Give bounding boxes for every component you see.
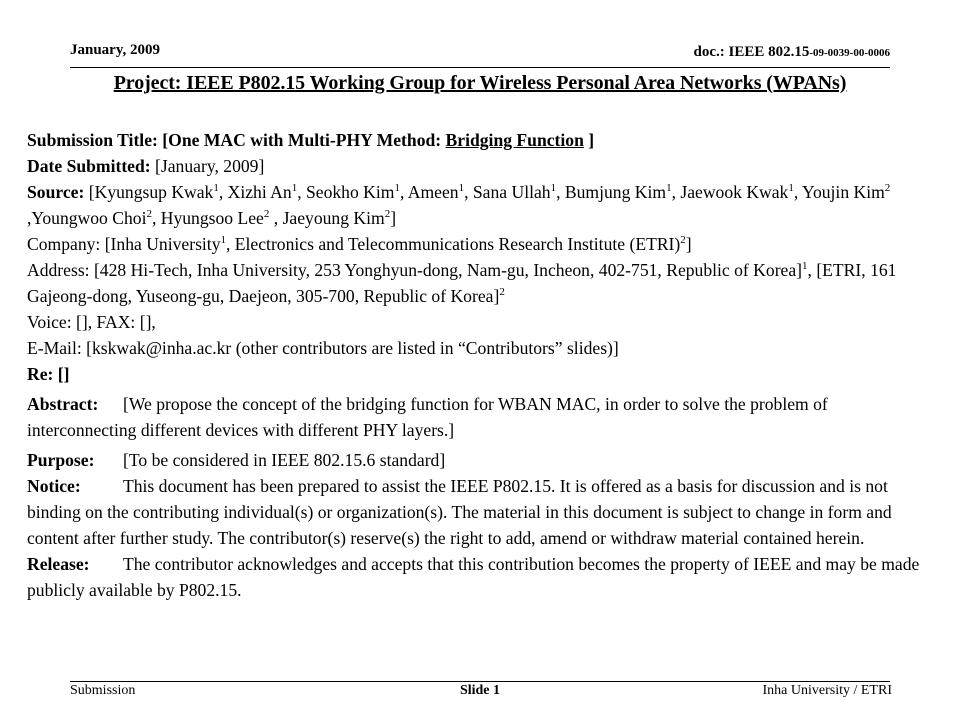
footer-slide-number: Slide 1	[459, 683, 501, 698]
re-line	[27, 361, 927, 387]
author-name: Bumjung Kim	[564, 182, 667, 202]
notice-label: Notice:	[27, 476, 81, 496]
author-name: Xizhi An	[227, 182, 292, 202]
doc-number: -09-0039-00-0006	[809, 47, 890, 59]
notice-line	[27, 473, 927, 551]
doc-prefix: doc.: IEEE 802.15	[693, 44, 810, 60]
author-name: Kyungsup Kwak	[94, 182, 214, 202]
company-close: ]	[685, 234, 692, 254]
author-separator: ,	[793, 182, 802, 202]
source-close: ]	[390, 208, 397, 228]
submission-title-open: [One MAC with Multi-PHY Method:	[162, 130, 446, 150]
footer-organization: Inha University / ETRI	[762, 683, 892, 698]
author-separator: ,	[671, 182, 681, 202]
date-submitted-line	[27, 153, 927, 179]
author-affiliation: 1	[394, 182, 400, 195]
author-affiliation: 2	[263, 208, 270, 221]
address-aff2: 2	[499, 286, 505, 299]
purpose-line	[27, 447, 927, 473]
author-affiliation: 1	[666, 182, 672, 195]
re-value: []	[53, 364, 70, 384]
abstract-value: [We propose the concept of the bridging function for WBAN MAC, in order to solve the problem of interconnecting different devices with different PHY layers.]	[27, 394, 828, 440]
author-affiliation: 1	[213, 182, 219, 195]
author-separator: ,	[464, 182, 473, 202]
author-separator: ,	[218, 182, 228, 202]
author-name: Jaeyoung Kim	[282, 208, 385, 228]
company-mid: , Electronics and Telecommunications Research Institute (ETRI)	[226, 234, 681, 254]
abstract-label: Abstract:	[27, 394, 99, 414]
author-name: Youngwoo Choi	[31, 208, 147, 228]
author-name: Seokho Kim	[305, 182, 395, 202]
submission-title-label: Submission Title:	[27, 130, 158, 150]
address-pre: Address: [428 Hi-Tech, Inha University, 253 Yonghyun-dong, Nam-gu, Incheon, 402-751, Republic of Korea]	[27, 260, 803, 280]
author-affiliation: 2	[146, 208, 152, 221]
purpose-label: Purpose:	[27, 450, 95, 470]
author-name: Hyungsoo Lee	[160, 208, 264, 228]
author-name: Jaewook Kwak	[680, 182, 789, 202]
purpose-value: [To be considered in IEEE 802.15.6 standard]	[123, 450, 446, 470]
author-list	[27, 182, 890, 228]
submission-title-close: ]	[583, 130, 595, 150]
author-separator: ,	[151, 208, 161, 228]
company-aff2: 2	[680, 234, 686, 247]
source-label: Source:	[27, 182, 85, 202]
author-name: Sana Ullah	[472, 182, 551, 202]
submission-title-value: Bridging Function	[445, 130, 584, 150]
author-separator: ,	[399, 182, 408, 202]
company-pre: Company: [Inha University	[27, 234, 221, 254]
footer-rule	[70, 681, 890, 682]
header-doc-id	[693, 44, 890, 61]
address-mid: , [ETRI, 161 Gajeong-dong, Yuseong-gu, Daejeon, 305-700, Republic of Korea]	[27, 260, 897, 306]
company-aff1: 1	[220, 234, 226, 247]
submission-title-line	[27, 127, 927, 153]
author-name: Youjin Kim	[802, 182, 885, 202]
author-affiliation: 1	[550, 182, 557, 195]
source-open: [	[84, 182, 95, 202]
author-affiliation: 1	[291, 182, 298, 195]
notice-value: This document has been prepared to assist the IEEE P802.15. It is offered as a basis for discussion and is not binding on the contributing individual(s) or organization(s). The material in this document is subject to change in form and content after further study. The contributor(s) reserve(s) the right to add, amend or withdraw material contained herein.	[27, 476, 892, 548]
author-separator: ,	[556, 182, 565, 202]
author-affiliation: 1	[458, 182, 465, 195]
footer-submission: Submission	[70, 683, 136, 698]
author-separator: ,	[27, 208, 32, 228]
re-label: Re:	[27, 364, 54, 384]
release-value: The contributor acknowledges and accepts that this contribution becomes the property of IEEE and may be made publicly available by P802.15.	[27, 554, 920, 600]
email-line: E-Mail: [kskwak@inha.ac.kr (other contributors are listed in “Contributors” slides)]	[27, 338, 619, 358]
abstract-line	[27, 391, 927, 443]
address-line	[27, 257, 927, 309]
author-separator: ,	[269, 208, 283, 228]
date-submitted-label: Date Submitted:	[27, 156, 151, 176]
release-line	[27, 551, 927, 603]
author-affiliation: 2	[884, 182, 891, 195]
voice-line: Voice: [], FAX: [],	[27, 312, 156, 332]
author-affiliation: 1	[788, 182, 794, 195]
header-date: January, 2009	[70, 42, 161, 58]
cover-details	[27, 127, 927, 603]
author-separator: ,	[297, 182, 306, 202]
address-aff1: 1	[802, 260, 808, 273]
author-affiliation: 2	[384, 208, 391, 221]
project-title: Project: IEEE P802.15 Working Group for Wireless Personal Area Networks (WPANs)	[113, 72, 847, 94]
author-name: Ameen	[407, 182, 459, 202]
company-line	[27, 231, 927, 257]
date-submitted-value: [January, 2009]	[150, 156, 265, 176]
source-line	[27, 179, 927, 231]
header-rule	[70, 67, 890, 68]
release-label: Release:	[27, 554, 90, 574]
